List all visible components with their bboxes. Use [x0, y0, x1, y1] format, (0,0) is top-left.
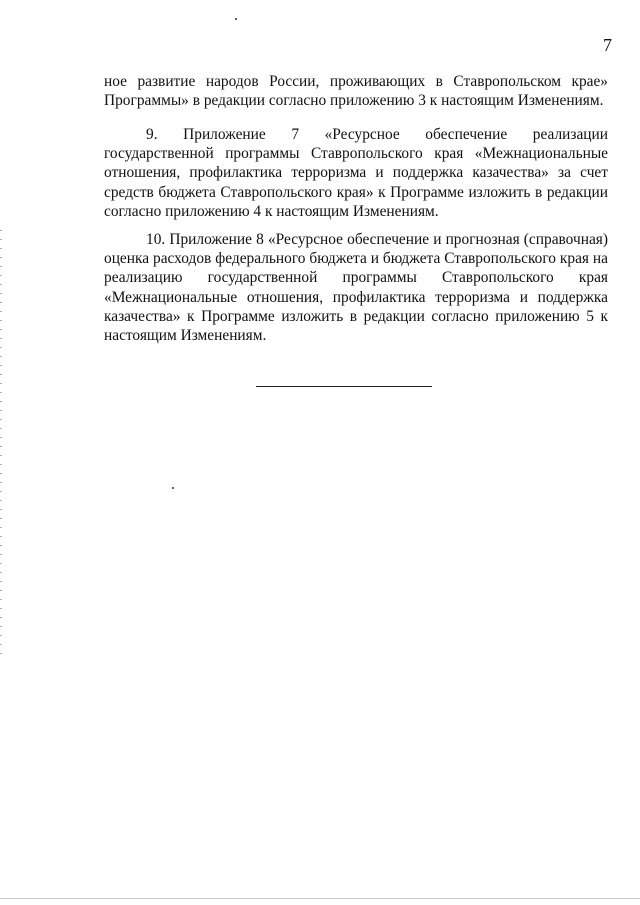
scan-margin-artifact: [0, 230, 2, 660]
paragraph-continuation: [104, 72, 608, 110]
scan-bottom-edge: [0, 898, 640, 899]
paragraph-item-9: [104, 125, 608, 221]
scan-speck: [172, 487, 174, 489]
scan-speck: [235, 18, 237, 20]
paragraph-text: 10. Приложение 8 «Ресурсное обеспечение и прогнозная (справочная) оценка расходов федерального бюджета и бюджета Ставропольского края на реализацию государственной программы Ставропольского края «Межнациональные отношения, профилактика терроризма и поддержка казачества» к Программе изложить в редакции согласно приложению 5 к настоящим Изменениям.: [104, 231, 608, 345]
paragraph-text: 9. Приложение 7 «Ресурсное обеспечение реализации государственной программы Ставропольского края «Межнациональные отношения, профилактика терроризма и поддержка казачества» за счет средств бюджета Ставропольского края» к Программе изложить в редакции согласно приложению 4 к настоящим Изменениям.: [104, 126, 608, 220]
paragraph-item-10: [104, 230, 608, 345]
paragraph-text: ное развитие народов России, проживающих в Ставропольском крае» Программы» в редакции согласно приложению 3 к настоящим Изменениям.: [104, 73, 608, 110]
page-number: 7: [603, 35, 612, 55]
end-separator-line: [256, 386, 432, 387]
